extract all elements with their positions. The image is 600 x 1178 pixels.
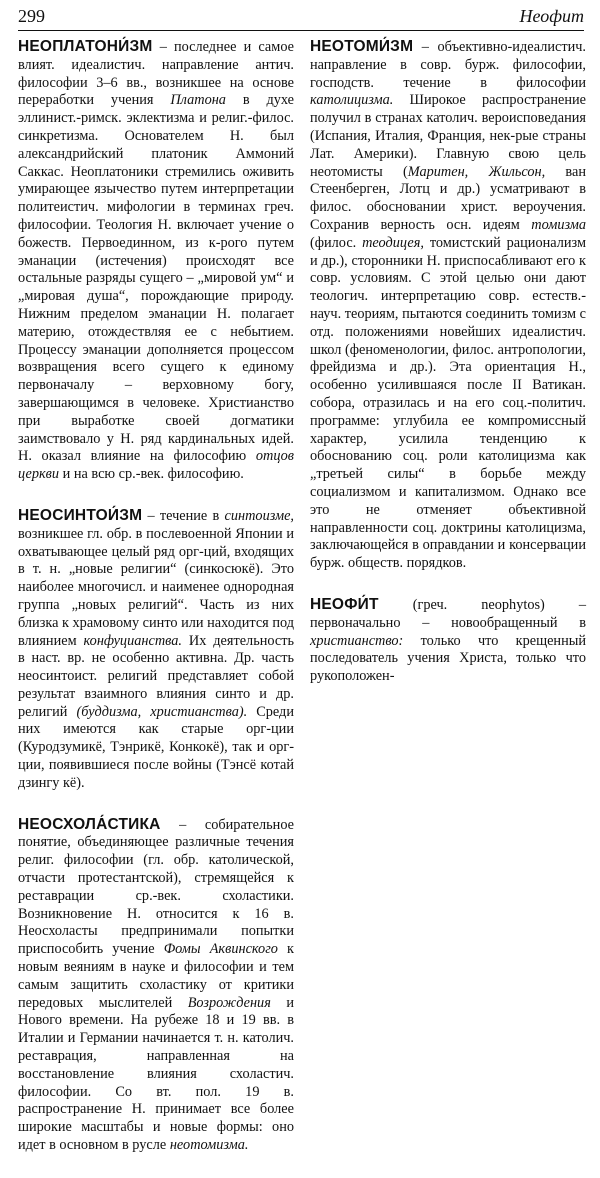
right-column bbox=[310, 38, 586, 709]
running-head: Неофит bbox=[519, 6, 584, 26]
cross-reference: Возрождения bbox=[187, 994, 271, 1011]
entry-neoshintoism bbox=[18, 507, 294, 793]
left-column bbox=[18, 38, 294, 1178]
entry-text: НЕОСХОЛА́СТИКА – собирательное понятие, объединяющее различные течения религ. философии (гл. обр. католической, отчасти протестантской), стремящейся к реставрации ср.-век. схоластики. Возникновение Н. относится к 16 в. Неосхоласты предпринимали попытки приспособить учение Фомы Аквинского к новым веяниям в науке и философии и тем самым защитить схоластику от критики передовых мыслителей Возрождения и Нового времени. На рубеже 18 и 19 вв. в Италии и Германии начинается т. н. католич. реставрация, направленная на восстановление влияния схоластич. философии. Со вт. пол. 19 в. распространение Н. принимает все более широкие масштабы и новые формы: оно идет в основном в русле неотомизма. bbox=[18, 815, 294, 1154]
header-rule bbox=[18, 30, 584, 31]
headword: НЕОТОМИ́ЗМ bbox=[310, 38, 414, 55]
entry-neophyte bbox=[310, 596, 586, 686]
page-header bbox=[18, 4, 584, 30]
cross-reference: Фомы Аквинского bbox=[163, 941, 278, 958]
headword: НЕОСХОЛА́СТИКА bbox=[18, 815, 161, 833]
cross-reference: (буддизма, христианства). bbox=[76, 703, 248, 720]
cross-reference: Платона bbox=[170, 92, 226, 109]
cross-reference: синтоизме, bbox=[224, 507, 294, 524]
cross-reference: католицизма. bbox=[310, 92, 394, 109]
cross-reference: неотомизма. bbox=[169, 1137, 249, 1154]
entry-text: НЕОСИНТОИ́ЗМ – течение в синтоизме, возникшее гл. обр. в послевоенной Японии и охватывающее целый ряд орг-ций, входящих в т. н. „новые религии“ (синкосюкё). Это наиболее многочисл. и наименее однородная группа „новых религий“. Часть из них близка к храмовому синто или находится под влиянием конфуцианства. Их деятельность в наст. вр. не особенно активна. Др. часть неосинтоист. религий представляет собой результат взаимного влияния синто и др. религий (буддизма, христианства). Среди них имеются как старые орг-ции (Куродзумикё, Тэнрикё, Конкокё), так и орг-ции, появившиеся после войны (Тэнсё котай дзингу кё). bbox=[18, 506, 294, 791]
headword: НЕОПЛАТОНИ́ЗМ bbox=[18, 38, 153, 55]
entry-text: НЕОФИ́Т (греч. neophytos) – первоначально – новообращенный в христианство: только что крещенный последователь учения Христа, только что рукоположен- bbox=[310, 595, 586, 685]
cross-reference: томизма bbox=[531, 216, 586, 233]
cross-reference: отцов церкви bbox=[18, 448, 294, 483]
cross-reference: Маритен, Жильсон, bbox=[407, 163, 546, 180]
cross-reference: христианство: bbox=[310, 632, 404, 649]
cross-reference: теодицея, bbox=[362, 234, 424, 251]
headword: НЕОСИНТОИ́ЗМ bbox=[18, 506, 143, 524]
headword: НЕОФИ́Т bbox=[310, 595, 379, 613]
entry-neoplatonism bbox=[18, 38, 294, 484]
page-number: 299 bbox=[18, 6, 45, 26]
entry-text: НЕОТОМИ́ЗМ – объективно-идеалистич. направление в совр. бурж. философии, господств. течение в философии католицизма. Широкое распространение получил в странах католич. вероисповедания (Испания, Италия, Франция, нек-рые страны Лат. Америки). Главную свою цель неотомисты (Маритен, Жильсон, ван Стеенберген, Лотц и др.) усматривают в филос. обосновании христ. вероучения. Сохранив верность осн. идеям томизма (филос. теодицея, томистский рационализм и др.), сторонники Н. приспосабливают его к совр. условиям. С этой целью они дают теологич. интерпретацию совр. естеств.-науч. теориям, пытаются соединить томизм с отд. положениями новейших идеалистич. школ (феноменологии, филос. антропологии, фрейдизма и др.). Эта ориентация Н., особенно усилившаяся после II Ватикан. собора, отразилась и на его соц.-политич. программе: углубила ее компромиссный характер, усилила тенденцию к обоснованию соц. роли католицизма как „третьей силы“ в борьбе между социализмом и капитализмом. Однако все это не отменяет объективной направленности соц. доктрины католицизма, заключающейся в оправдании и консервации бурж. обществ. порядков. bbox=[310, 38, 586, 572]
entry-neoscholasticism-start bbox=[18, 816, 294, 1155]
cross-reference: конфуцианства. bbox=[83, 632, 182, 649]
entry-neothomism bbox=[310, 38, 586, 573]
entry-text: НЕОПЛАТОНИ́ЗМ – последнее и самое влият. идеалистич. направление антич. философии 3–6 вв., возникшее на основе переработки учения Платона в духе эллинист.-римск. эклектизма и религ.-филос. синкретизма. Основателем Н. был александрийский платоник Аммоний Саккас. Неоплатоники стремились оживить умирающее язычество путем интерпретации политеистич. мифологии в терминах греч. философии. Теология Н. включает учение о божеств. Первоединном, из к-рого путем эманации (истечения) происходят все остальные разряды сущего – „мировой ум“ и „мировая душа“, порождающие природу. Нижним пределом эманации Н. полагает материю, отождествляя ее с небытием. Процессу эманации дополняется процессом возвращения всего сущего к единому первоначалу – верховному богу, завершающимся в человеке. Христианство при выработке своей догматики заимствовало у Н. ряд кардинальных идей. Н. оказал влияние на философию отцов церкви и на всю ср.-век. философию. bbox=[18, 38, 294, 483]
